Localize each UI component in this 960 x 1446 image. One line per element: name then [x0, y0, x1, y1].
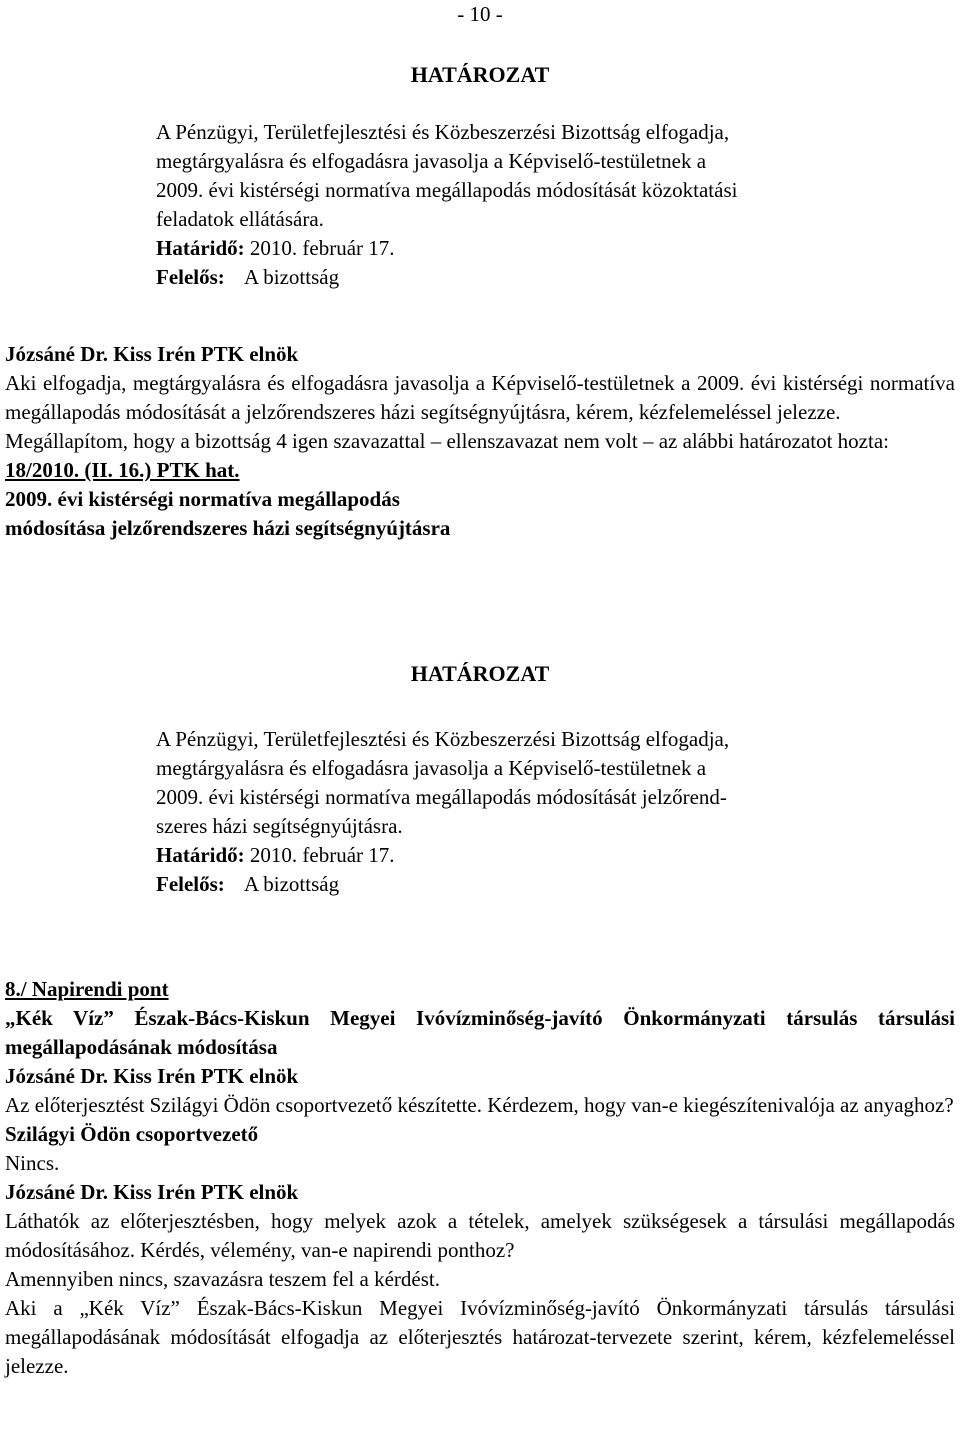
speaker-text: Aki elfogadja, megtárgyalásra és elfogadásra javasolja a Képviselő-testületnek a 2009. évi kistérségi normatíva megállapodás módosítását a jelzőrendszeres házi segítségnyújtásra, kérem, kézfelemeléssel jelezze. [5, 371, 955, 424]
resolution-1-responsible [156, 263, 940, 292]
resolution-1-title: HATÁROZAT [410, 62, 550, 87]
speaker-name: Szilágyi Ödön csoportvezető [5, 1122, 259, 1146]
responsible-label: Felelős: [156, 872, 225, 896]
resolution-2-body [156, 725, 940, 899]
resolution-2-responsible [156, 870, 940, 899]
resolution-1-line: feladatok ellátására. [156, 207, 324, 231]
resolution-2-title: HATÁROZAT [410, 661, 550, 686]
speaker-text: Láthatók az előterjesztésben, hogy melyek azok a tételek, amelyek szükségesek a társulási megállapodás módosításához. Kérdés, vélemény, van-e napirendi ponthoz? [5, 1209, 955, 1262]
page-number: - 10 - [457, 2, 503, 26]
speaker-text: Az előterjesztést Szilágyi Ödön csoportvezető készítette. Kérdezem, hogy van-e kiegészítenivalója az anyaghoz? [5, 1093, 954, 1117]
agenda-heading: 8./ Napirendi pont [5, 977, 169, 1001]
deadline-label: Határidő: [156, 236, 245, 260]
speaker-name: Józsáné Dr. Kiss Irén PTK elnök [5, 1180, 299, 1204]
speaker-text: Aki a „Kék Víz” Észak-Bács-Kiskun Megyei Ivóvízminőség-javító Önkormányzati társulás társulási megállapodásának módosítását elfogadja az előterjesztés határozat-tervezete szerint, kérem, kézfelemeléssel jelezze. [5, 1296, 955, 1378]
deadline-label: Határidő: [156, 843, 245, 867]
resolution-2-deadline [156, 841, 940, 870]
speaker-text: Amennyiben nincs, szavazásra teszem fel a kérdést. [5, 1267, 440, 1291]
resolution-2-line: 2009. évi kistérségi normatíva megállapodás módosítását jelzőrend- [156, 785, 727, 809]
discussion-section-1 [5, 340, 955, 543]
responsible-value: A bizottság [244, 872, 340, 896]
decision-title: 2009. évi kistérségi normatíva megállapodás [5, 487, 400, 511]
speaker-name: Józsáné Dr. Kiss Irén PTK elnök [5, 1064, 299, 1088]
resolution-2-line: szeres házi segítségnyújtásra. [156, 814, 403, 838]
decision-number: 18/2010. (II. 16.) PTK hat. [5, 458, 240, 482]
resolution-1-line: 2009. évi kistérségi normatíva megállapodás módosítását közoktatási [156, 178, 738, 202]
speaker-text: Nincs. [5, 1151, 60, 1175]
agenda-title: „Kék Víz” Észak-Bács-Kiskun Megyei Ivóvízminőség-javító Önkormányzati társulás társulási megállapodásának módosítása [5, 1006, 955, 1059]
speaker-name: Józsáné Dr. Kiss Irén PTK elnök [5, 342, 299, 366]
responsible-label: Felelős: [156, 265, 225, 289]
vote-result-text: Megállapítom, hogy a bizottság 4 igen szavazattal – ellenszavazat nem volt – az alábbi határozatot hozta: [5, 429, 889, 453]
resolution-1-line: megtárgyalásra és elfogadásra javasolja a Képviselő-testületnek a [156, 149, 707, 173]
deadline-value: 2010. február 17. [249, 843, 395, 867]
decision-title: módosítása jelzőrendszeres házi segítségnyújtásra [5, 516, 451, 540]
responsible-value: A bizottság [244, 265, 340, 289]
resolution-2-line: A Pénzügyi, Területfejlesztési és Közbeszerzési Bizottság elfogadja, [156, 727, 730, 751]
resolution-1-line: A Pénzügyi, Területfejlesztési és Közbeszerzési Bizottság elfogadja, [156, 120, 730, 144]
discussion-section-2 [5, 975, 955, 1381]
resolution-2-line: megtárgyalásra és elfogadásra javasolja a Képviselő-testületnek a [156, 756, 707, 780]
resolution-1-deadline [156, 234, 940, 263]
resolution-1-body [156, 118, 940, 292]
deadline-value: 2010. február 17. [249, 236, 395, 260]
